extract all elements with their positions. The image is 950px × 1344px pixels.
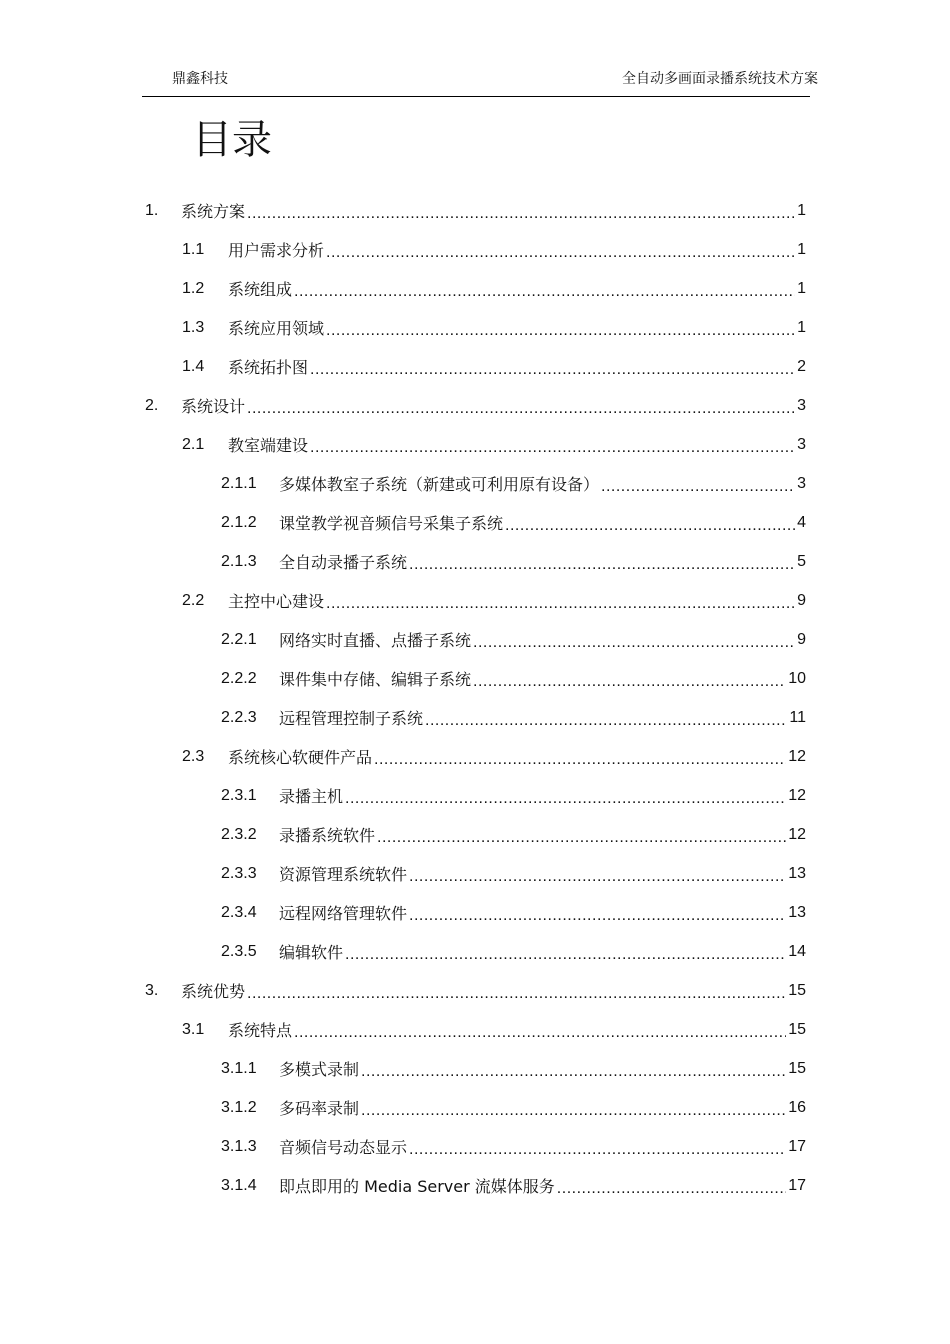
toc-entry-number: 3.1.1 — [221, 1059, 257, 1077]
toc-entry-number: 2.3.1 — [221, 786, 257, 804]
toc-entry-number: 1.4 — [182, 357, 205, 375]
toc-leader-dots — [294, 283, 795, 301]
toc-entry-page: 3 — [797, 435, 806, 453]
toc-entry-page: 17 — [788, 1137, 806, 1155]
toc-entry-number: 3.1 — [182, 1020, 205, 1038]
toc-entry-number: 3.1.3 — [221, 1137, 257, 1155]
toc-leader-dots — [326, 595, 795, 613]
toc-entry-number: 2.1 — [182, 435, 205, 453]
toc-entry-label: 多模式录制 — [279, 1060, 360, 1079]
toc-entry-number: 2.3.5 — [221, 942, 257, 960]
toc-leader-dots — [361, 1102, 786, 1120]
toc-entry-label: 网络实时直播、点播子系统 — [279, 631, 472, 650]
toc-entry-number: 2.3.4 — [221, 903, 257, 921]
toc-entry[interactable] — [145, 971, 806, 1010]
toc-entry[interactable] — [221, 776, 806, 815]
toc-entry-page: 12 — [788, 786, 806, 804]
toc-leader-dots — [505, 517, 795, 535]
toc-entry[interactable] — [182, 737, 806, 776]
toc-entry-number: 2.3.2 — [221, 825, 257, 843]
toc-leader-dots — [310, 439, 795, 457]
toc-leader-dots — [473, 634, 795, 652]
toc-entry-number: 2.1.3 — [221, 552, 257, 570]
toc-entry-page: 16 — [788, 1098, 806, 1116]
toc-leader-dots — [374, 751, 786, 769]
toc-leader-dots — [557, 1180, 786, 1198]
toc-entry-label: 用户需求分析 — [228, 241, 325, 260]
toc-leader-dots — [326, 244, 795, 262]
toc-entry-number: 2.2.3 — [221, 708, 257, 726]
toc-leader-dots — [310, 361, 795, 379]
toc-entry-label: 系统优势 — [181, 982, 246, 1001]
toc-entry[interactable] — [182, 230, 806, 269]
toc-entry[interactable] — [145, 191, 806, 230]
toc-entry-page: 1 — [797, 318, 806, 336]
toc-entry-label: 教室端建设 — [228, 436, 309, 455]
toc-entry-page: 13 — [788, 903, 806, 921]
toc-leader-dots — [425, 712, 787, 730]
toc-entry-page: 15 — [788, 1020, 806, 1038]
toc-entry-page: 9 — [797, 630, 806, 648]
toc-entry-label: 远程网络管理软件 — [279, 904, 408, 923]
toc-entry[interactable] — [221, 620, 806, 659]
toc-entry-label: 多媒体教室子系统（新建或可利用原有设备） — [279, 475, 600, 494]
toc-leader-dots — [473, 673, 786, 691]
toc-entry-number: 3.1.4 — [221, 1176, 257, 1194]
toc-entry[interactable] — [221, 815, 806, 854]
toc-entry-number: 3. — [145, 981, 159, 999]
toc-entry-page: 11 — [789, 708, 806, 726]
toc-leader-dots — [409, 556, 795, 574]
toc-leader-dots — [345, 790, 786, 808]
toc-entry-number: 2.1.2 — [221, 513, 257, 531]
toc-leader-dots — [247, 400, 795, 418]
toc-entry-page: 17 — [788, 1176, 806, 1194]
page-header — [142, 68, 818, 97]
toc-leader-dots — [409, 1141, 786, 1159]
toc-entry[interactable] — [182, 347, 806, 386]
toc-leader-dots — [601, 478, 795, 496]
toc-entry-page: 12 — [788, 747, 806, 765]
toc-entry-page: 9 — [797, 591, 806, 609]
toc-entry-number: 2.2 — [182, 591, 205, 609]
toc-entry-label: 录播主机 — [279, 787, 344, 806]
toc-entry-page: 10 — [788, 669, 806, 687]
toc-entry-page: 15 — [788, 981, 806, 999]
toc-entry-page: 1 — [797, 240, 806, 258]
toc-entry-label: 系统方案 — [181, 202, 246, 221]
toc-entry-label: 系统组成 — [228, 280, 293, 299]
header-company: 鼎鑫科技 — [172, 71, 228, 87]
toc-entry[interactable] — [182, 425, 806, 464]
toc-entry[interactable] — [221, 854, 806, 893]
toc-entry[interactable] — [221, 1127, 806, 1166]
toc-entry-number: 3.1.2 — [221, 1098, 257, 1116]
toc-entry[interactable] — [145, 386, 806, 425]
toc-entry-page: 12 — [788, 825, 806, 843]
toc-entry[interactable] — [221, 542, 806, 581]
toc-leader-dots — [247, 985, 786, 1003]
toc-entry-number: 1.3 — [182, 318, 205, 336]
toc-entry-label: 资源管理系统软件 — [279, 865, 408, 884]
toc-entry[interactable] — [182, 1010, 806, 1049]
toc-entry-page: 3 — [797, 396, 806, 414]
toc-entry-label: 主控中心建设 — [228, 592, 325, 611]
toc-entry-number: 2.1.1 — [221, 474, 257, 492]
toc-entry-number: 2.2.1 — [221, 630, 257, 648]
toc-entry-page: 1 — [797, 279, 806, 297]
toc-entry-page: 14 — [788, 942, 806, 960]
toc-entry-label: 系统核心软硬件产品 — [228, 748, 373, 767]
toc-entry-number: 1. — [145, 201, 159, 219]
toc-entry-label: 课堂教学视音频信号采集子系统 — [279, 514, 504, 533]
toc-title: 目录 — [192, 117, 272, 163]
toc-entry-page: 15 — [788, 1059, 806, 1077]
toc-entry-page: 3 — [797, 474, 806, 492]
header-doc-title: 全自动多画面录播系统技术方案 — [622, 71, 818, 87]
toc-entry[interactable] — [221, 1049, 806, 1088]
toc-entry-number: 2.3 — [182, 747, 205, 765]
toc-entry-number: 1.1 — [182, 240, 205, 258]
toc-entry[interactable] — [221, 698, 806, 737]
toc-entry-number: 2. — [145, 396, 159, 414]
toc-entry-label: 音频信号动态显示 — [279, 1138, 408, 1157]
toc-entry-number: 2.2.2 — [221, 669, 257, 687]
toc-entry-number: 1.2 — [182, 279, 205, 297]
toc-entry-label: 系统应用领域 — [228, 319, 325, 338]
toc-leader-dots — [294, 1024, 786, 1042]
toc-entry[interactable] — [182, 308, 806, 347]
toc-entry[interactable] — [221, 1166, 806, 1205]
toc-entry-label: 系统特点 — [228, 1021, 293, 1040]
toc-entry[interactable] — [221, 893, 806, 932]
toc-entry[interactable] — [182, 269, 806, 308]
toc-leader-dots — [345, 946, 786, 964]
toc-entry[interactable] — [221, 464, 806, 503]
toc-entry-page: 2 — [797, 357, 806, 375]
toc-entry-label: 录播系统软件 — [279, 826, 376, 845]
toc-entry-label: 即点即用的 Media Server 流媒体服务 — [279, 1177, 555, 1196]
toc-leader-dots — [247, 205, 795, 223]
toc-entry-page: 5 — [797, 552, 806, 570]
toc-entry-label: 系统设计 — [181, 397, 246, 416]
toc-leader-dots — [361, 1063, 786, 1081]
toc-entry-page: 13 — [788, 864, 806, 882]
toc-entry-label: 编辑软件 — [279, 943, 344, 962]
toc-entry[interactable] — [221, 503, 806, 542]
toc-entry-page: 1 — [797, 201, 806, 219]
toc-leader-dots — [377, 829, 786, 847]
toc-leader-dots — [409, 868, 786, 886]
toc-entry[interactable] — [221, 659, 806, 698]
toc-leader-dots — [409, 907, 786, 925]
toc-entry[interactable] — [221, 932, 806, 971]
toc-entry[interactable] — [221, 1088, 806, 1127]
toc-entry-label: 全自动录播子系统 — [279, 553, 408, 572]
toc-entry-number: 2.3.3 — [221, 864, 257, 882]
toc-entry-label: 系统拓扑图 — [228, 358, 309, 377]
toc-entry-label: 多码率录制 — [279, 1099, 360, 1118]
toc-entry-label: 课件集中存储、编辑子系统 — [279, 670, 472, 689]
toc-entry-page: 4 — [797, 513, 806, 531]
toc-leader-dots — [326, 322, 795, 340]
toc-entry[interactable] — [182, 581, 806, 620]
toc-entry-label: 远程管理控制子系统 — [279, 709, 424, 728]
